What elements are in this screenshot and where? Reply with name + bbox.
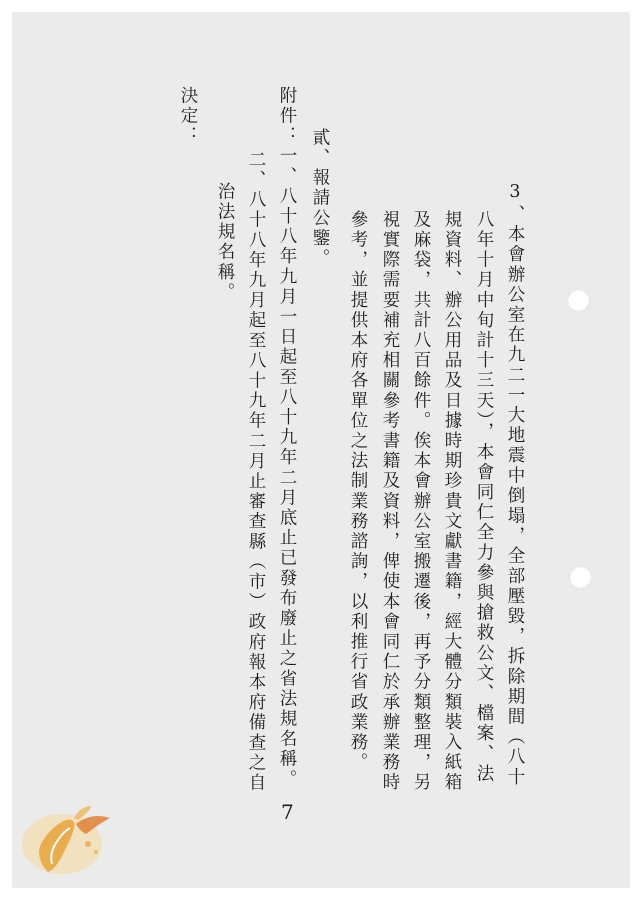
attachment-1: 附件：一、八十八年九月一日起至八十九年二月底止已發布廢止之省法規名稱。 [277, 86, 297, 790]
punch-hole-upper [568, 290, 590, 312]
item3-line-1: 3、本會辦公室在九二一大地震中倒塌，全部壓毀，拆除期間（八十 [505, 182, 525, 788]
taiwan-map-feather-logo-icon [18, 798, 120, 886]
punch-hole-lower [570, 567, 592, 589]
item3-line-6: 參考，並提供本府各單位之法制業務諮詢，以利推行省政業務。 [348, 210, 368, 773]
attachment-2-line-1: 二、八十八年九月起至八十九年二月止審查縣（市）政府報本府備查之自 [246, 150, 266, 794]
item3-line-2: 八年十月中旬計十三天），本會同仁全力參與搶救公文、檔案、法 [474, 210, 494, 785]
item3-line-4: 及麻袋，共計八百餘件。俟本會辦公室搬遷後，再予分類整理，另 [411, 210, 431, 793]
item3-line-3: 規資料、辦公用品及日據時期珍貴文獻書籍，經大體分類裝入紙箱 [442, 210, 462, 793]
page-number: 7 [281, 800, 294, 824]
decision-label: 決定： [178, 86, 198, 147]
section-2-heading: 貳、報請公鑒。 [310, 128, 330, 269]
item3-line-5: 視實際需要補充相關參考書籍及資料，俾使本會同仁於承辦業務時 [380, 210, 400, 793]
attachment-2-line-2: 治法規名稱。 [215, 182, 235, 303]
